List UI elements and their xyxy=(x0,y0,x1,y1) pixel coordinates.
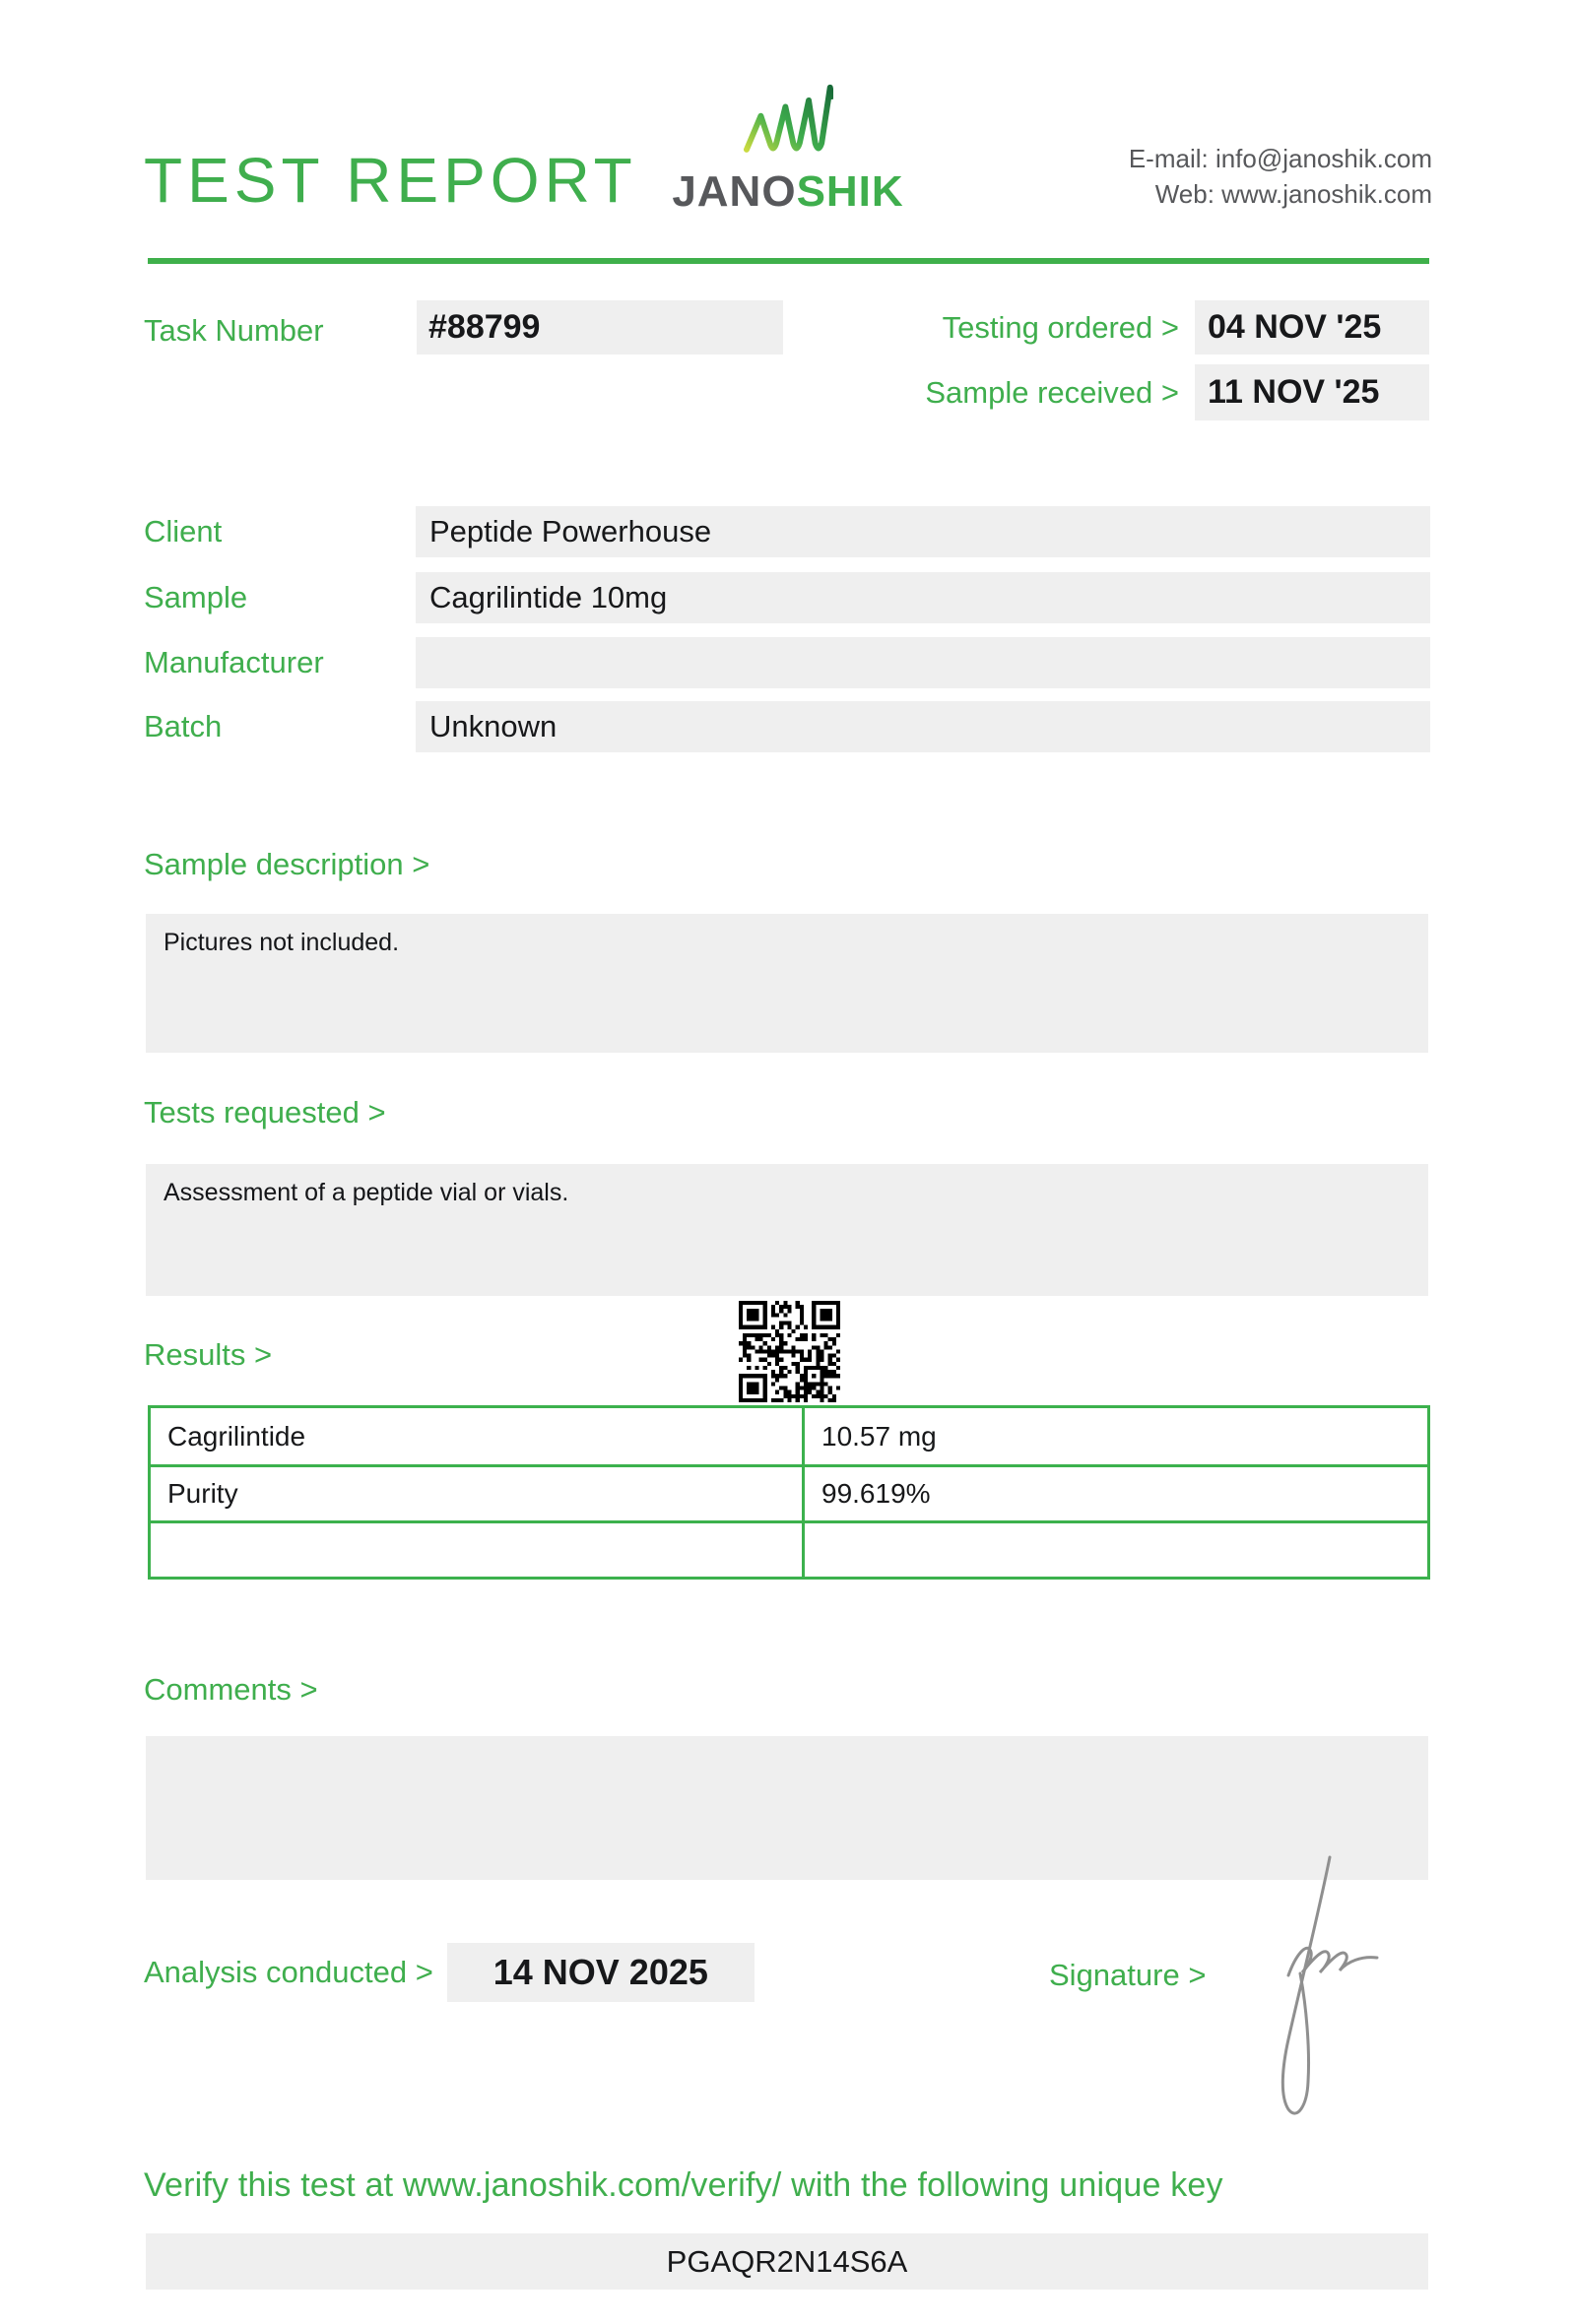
signature-label: Signature > xyxy=(1049,1958,1207,1992)
tests-requested-box xyxy=(146,1164,1428,1296)
result-value-cell xyxy=(804,1522,1429,1579)
sample-received-row xyxy=(784,364,1429,420)
contact-block xyxy=(1129,141,1432,212)
task-number-label: Task Number xyxy=(144,313,324,348)
testing-ordered-label: Testing ordered > xyxy=(942,309,1179,345)
manufacturer-label: Manufacturer xyxy=(144,645,324,679)
info-row-client xyxy=(144,506,1430,557)
testing-ordered-row xyxy=(784,300,1429,355)
client-value: Peptide Powerhouse xyxy=(416,506,1430,557)
qr-code xyxy=(739,1301,840,1402)
verify-key: PGAQR2N14S6A xyxy=(146,2233,1428,2290)
tests-requested-heading: Tests requested > xyxy=(144,1095,386,1130)
manufacturer-value xyxy=(416,637,1430,688)
brand-logo-chart-icon xyxy=(743,73,833,163)
brand-wordmark xyxy=(662,167,914,217)
batch-value: Unknown xyxy=(416,701,1430,752)
sample-description-text: Pictures not included. xyxy=(164,929,400,956)
results-table xyxy=(148,1405,1430,1580)
info-row-batch xyxy=(144,701,1430,752)
results-row-2 xyxy=(150,1466,1429,1522)
brand-wordmark-left: JANO xyxy=(672,167,797,216)
analysis-conducted-label: Analysis conducted > xyxy=(144,1955,433,1989)
sample-description-heading: Sample description > xyxy=(144,847,430,881)
results-heading: Results > xyxy=(144,1337,273,1372)
result-name-cell: Cagrilintide xyxy=(150,1407,804,1466)
results-row-1 xyxy=(150,1407,1429,1466)
client-label: Client xyxy=(144,514,223,549)
comments-box xyxy=(146,1736,1428,1880)
task-number-value: #88799 xyxy=(417,300,783,355)
results-row-3 xyxy=(150,1522,1429,1579)
header-divider xyxy=(148,258,1429,264)
tests-requested-text: Assessment of a peptide vial or vials. xyxy=(164,1179,569,1206)
sample-description-box xyxy=(146,914,1428,1053)
brand-wordmark-right: SHIK xyxy=(796,167,904,216)
analysis-conducted-row xyxy=(144,1943,755,2002)
result-name-cell xyxy=(150,1522,804,1579)
sample-received-label: Sample received > xyxy=(925,374,1179,410)
signature-image xyxy=(1253,1847,1401,2143)
sample-value: Cagrilintide 10mg xyxy=(416,572,1430,623)
result-value-cell: 10.57 mg xyxy=(804,1407,1429,1466)
batch-label: Batch xyxy=(144,709,223,743)
contact-email: E-mail: info@janoshik.com xyxy=(1128,144,1432,173)
result-value-cell: 99.619% xyxy=(804,1466,1429,1522)
result-name-cell: Purity xyxy=(150,1466,804,1522)
testing-ordered-value: 04 NOV '25 xyxy=(1195,300,1429,355)
verify-instruction: Verify this test at www.janoshik.com/verify/ with the following unique key xyxy=(144,2166,1223,2204)
sample-label: Sample xyxy=(144,580,248,614)
info-row-manufacturer xyxy=(144,637,1430,688)
analysis-conducted-date: 14 NOV 2025 xyxy=(447,1943,755,2002)
info-row-sample xyxy=(144,572,1430,623)
contact-web: Web: www.janoshik.com xyxy=(1154,179,1432,209)
comments-heading: Comments > xyxy=(144,1672,318,1707)
page-title: TEST REPORT xyxy=(144,145,637,216)
sample-received-value: 11 NOV '25 xyxy=(1195,364,1429,420)
